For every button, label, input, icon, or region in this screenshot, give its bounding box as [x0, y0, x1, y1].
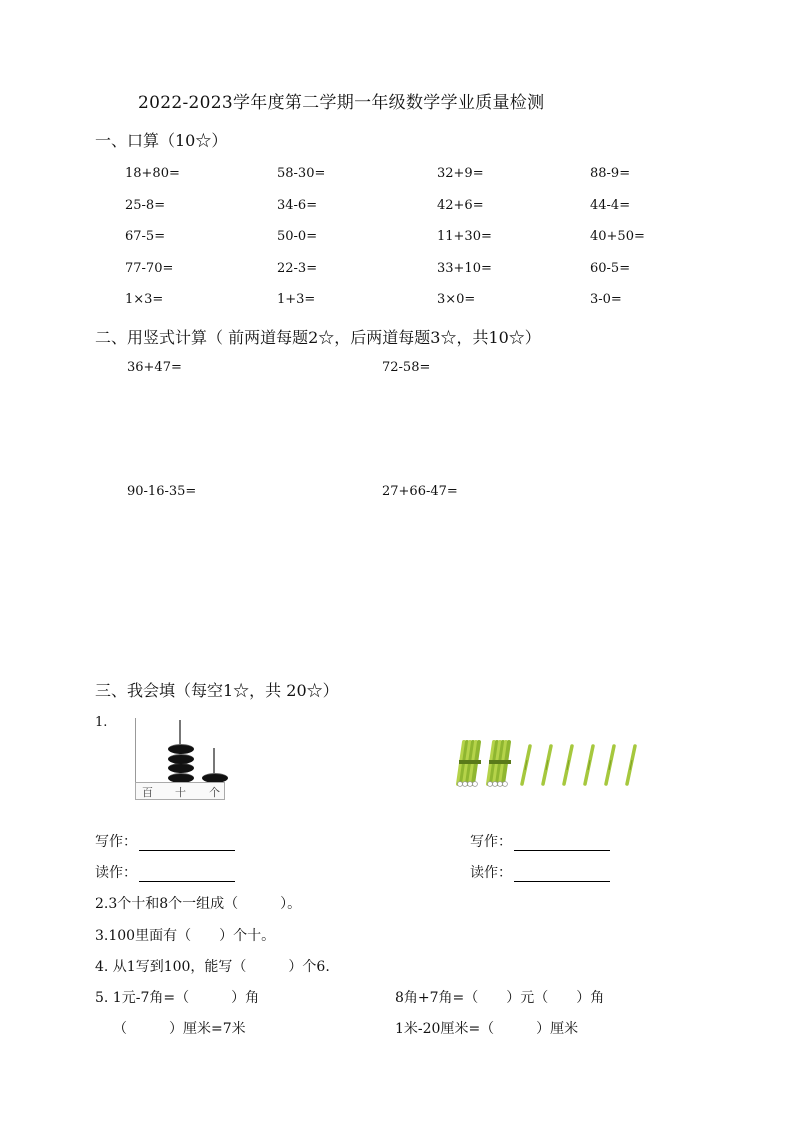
oral-calc-item: 25-8= [125, 197, 166, 213]
single-stick [564, 746, 572, 784]
single-stick [627, 746, 635, 784]
read-line-left [95, 862, 235, 882]
abacus-label-ones: 个 [209, 786, 220, 799]
oral-calc-item: 50-0= [277, 229, 318, 244]
abacus-bead [168, 763, 194, 773]
counting-sticks-svg [452, 738, 652, 788]
single-stick [585, 746, 593, 784]
question-5c: （ ）厘米=7米 [113, 1021, 246, 1037]
oral-calc-item: 44-4= [590, 197, 631, 213]
write-line-left [95, 831, 235, 851]
oral-calc-item: 3-0= [590, 292, 622, 307]
oral-calc-item: 58-30= [277, 166, 326, 181]
question-5b: 8角+7角=（ ）元（ ）角 [395, 990, 605, 1006]
abacus-figure [135, 718, 225, 800]
abacus-bead [168, 744, 194, 754]
vertical-calc-problem: 72-58= [382, 360, 431, 375]
answer-blank[interactable] [139, 836, 235, 851]
oral-calc-item: 42+6= [437, 197, 484, 213]
stick-bundle [458, 742, 481, 786]
oral-calc-item: 22-3= [277, 260, 318, 276]
oral-calc-item: 32+9= [437, 166, 484, 181]
abacus-bead [168, 773, 194, 783]
oral-calc-item: 88-9= [590, 166, 631, 181]
read-label: 读作： [95, 865, 137, 881]
write-line-right [470, 831, 610, 851]
abacus-base [135, 782, 225, 800]
answer-blank[interactable] [514, 836, 610, 851]
counting-sticks-figure [452, 738, 652, 788]
question-3: 3.100里面有（ ）个十。 [95, 928, 276, 944]
question-4: 4. 从1写到100，能写（ ）个6. [95, 959, 330, 975]
oral-calc-item: 67-5= [125, 229, 166, 244]
question-2: 2.3个十和8个一组成（ ）。 [95, 896, 302, 912]
section-3-heading: 三、我会填（每空1☆，共 20☆） [95, 681, 339, 700]
oral-calc-item: 60-5= [590, 260, 631, 276]
abacus-bead [168, 754, 194, 764]
oral-calc-item: 1+3= [277, 292, 316, 307]
single-stick [606, 746, 614, 784]
abacus-bead [202, 773, 228, 783]
oral-calc-item: 11+30= [437, 229, 492, 244]
section-2-heading: 二、用竖式计算（ 前两道每题2☆，后两道每题3☆，共10☆） [95, 328, 541, 347]
single-stick [522, 746, 530, 784]
oral-calc-item: 3×0= [437, 292, 476, 307]
page-title: 2022-2023学年度第二学期一年级数学学业质量检测 [138, 93, 545, 113]
stick-bundle [488, 742, 511, 786]
oral-calc-item: 1×3= [125, 292, 164, 307]
oral-calc-item: 40+50= [590, 229, 645, 244]
write-label: 写作： [470, 834, 512, 850]
read-label: 读作： [470, 865, 512, 881]
vertical-calc-problem: 90-16-35= [127, 484, 197, 499]
write-label: 写作： [95, 834, 137, 850]
oral-calc-item: 77-70= [125, 260, 174, 276]
vertical-calc-problem: 36+47= [127, 360, 182, 375]
oral-calc-item: 18+80= [125, 166, 180, 181]
abacus-label-hundreds: 百 [142, 786, 153, 799]
question-5a: 5. 1元-7角=（ ）角 [95, 990, 260, 1006]
answer-blank[interactable] [139, 867, 235, 882]
oral-calc-item: 34-6= [277, 197, 318, 213]
oral-calc-item: 33+10= [437, 260, 492, 276]
section-1-heading: 一、口算（10☆） [95, 131, 228, 150]
question-number: 1. [95, 715, 108, 730]
answer-blank[interactable] [514, 867, 610, 882]
vertical-calc-problem: 27+66-47= [382, 484, 458, 499]
abacus-label-tens: 十 [175, 786, 186, 799]
read-line-right [470, 862, 610, 882]
question-5d: 1米-20厘米=（ ）厘米 [395, 1021, 579, 1037]
single-stick [543, 746, 551, 784]
